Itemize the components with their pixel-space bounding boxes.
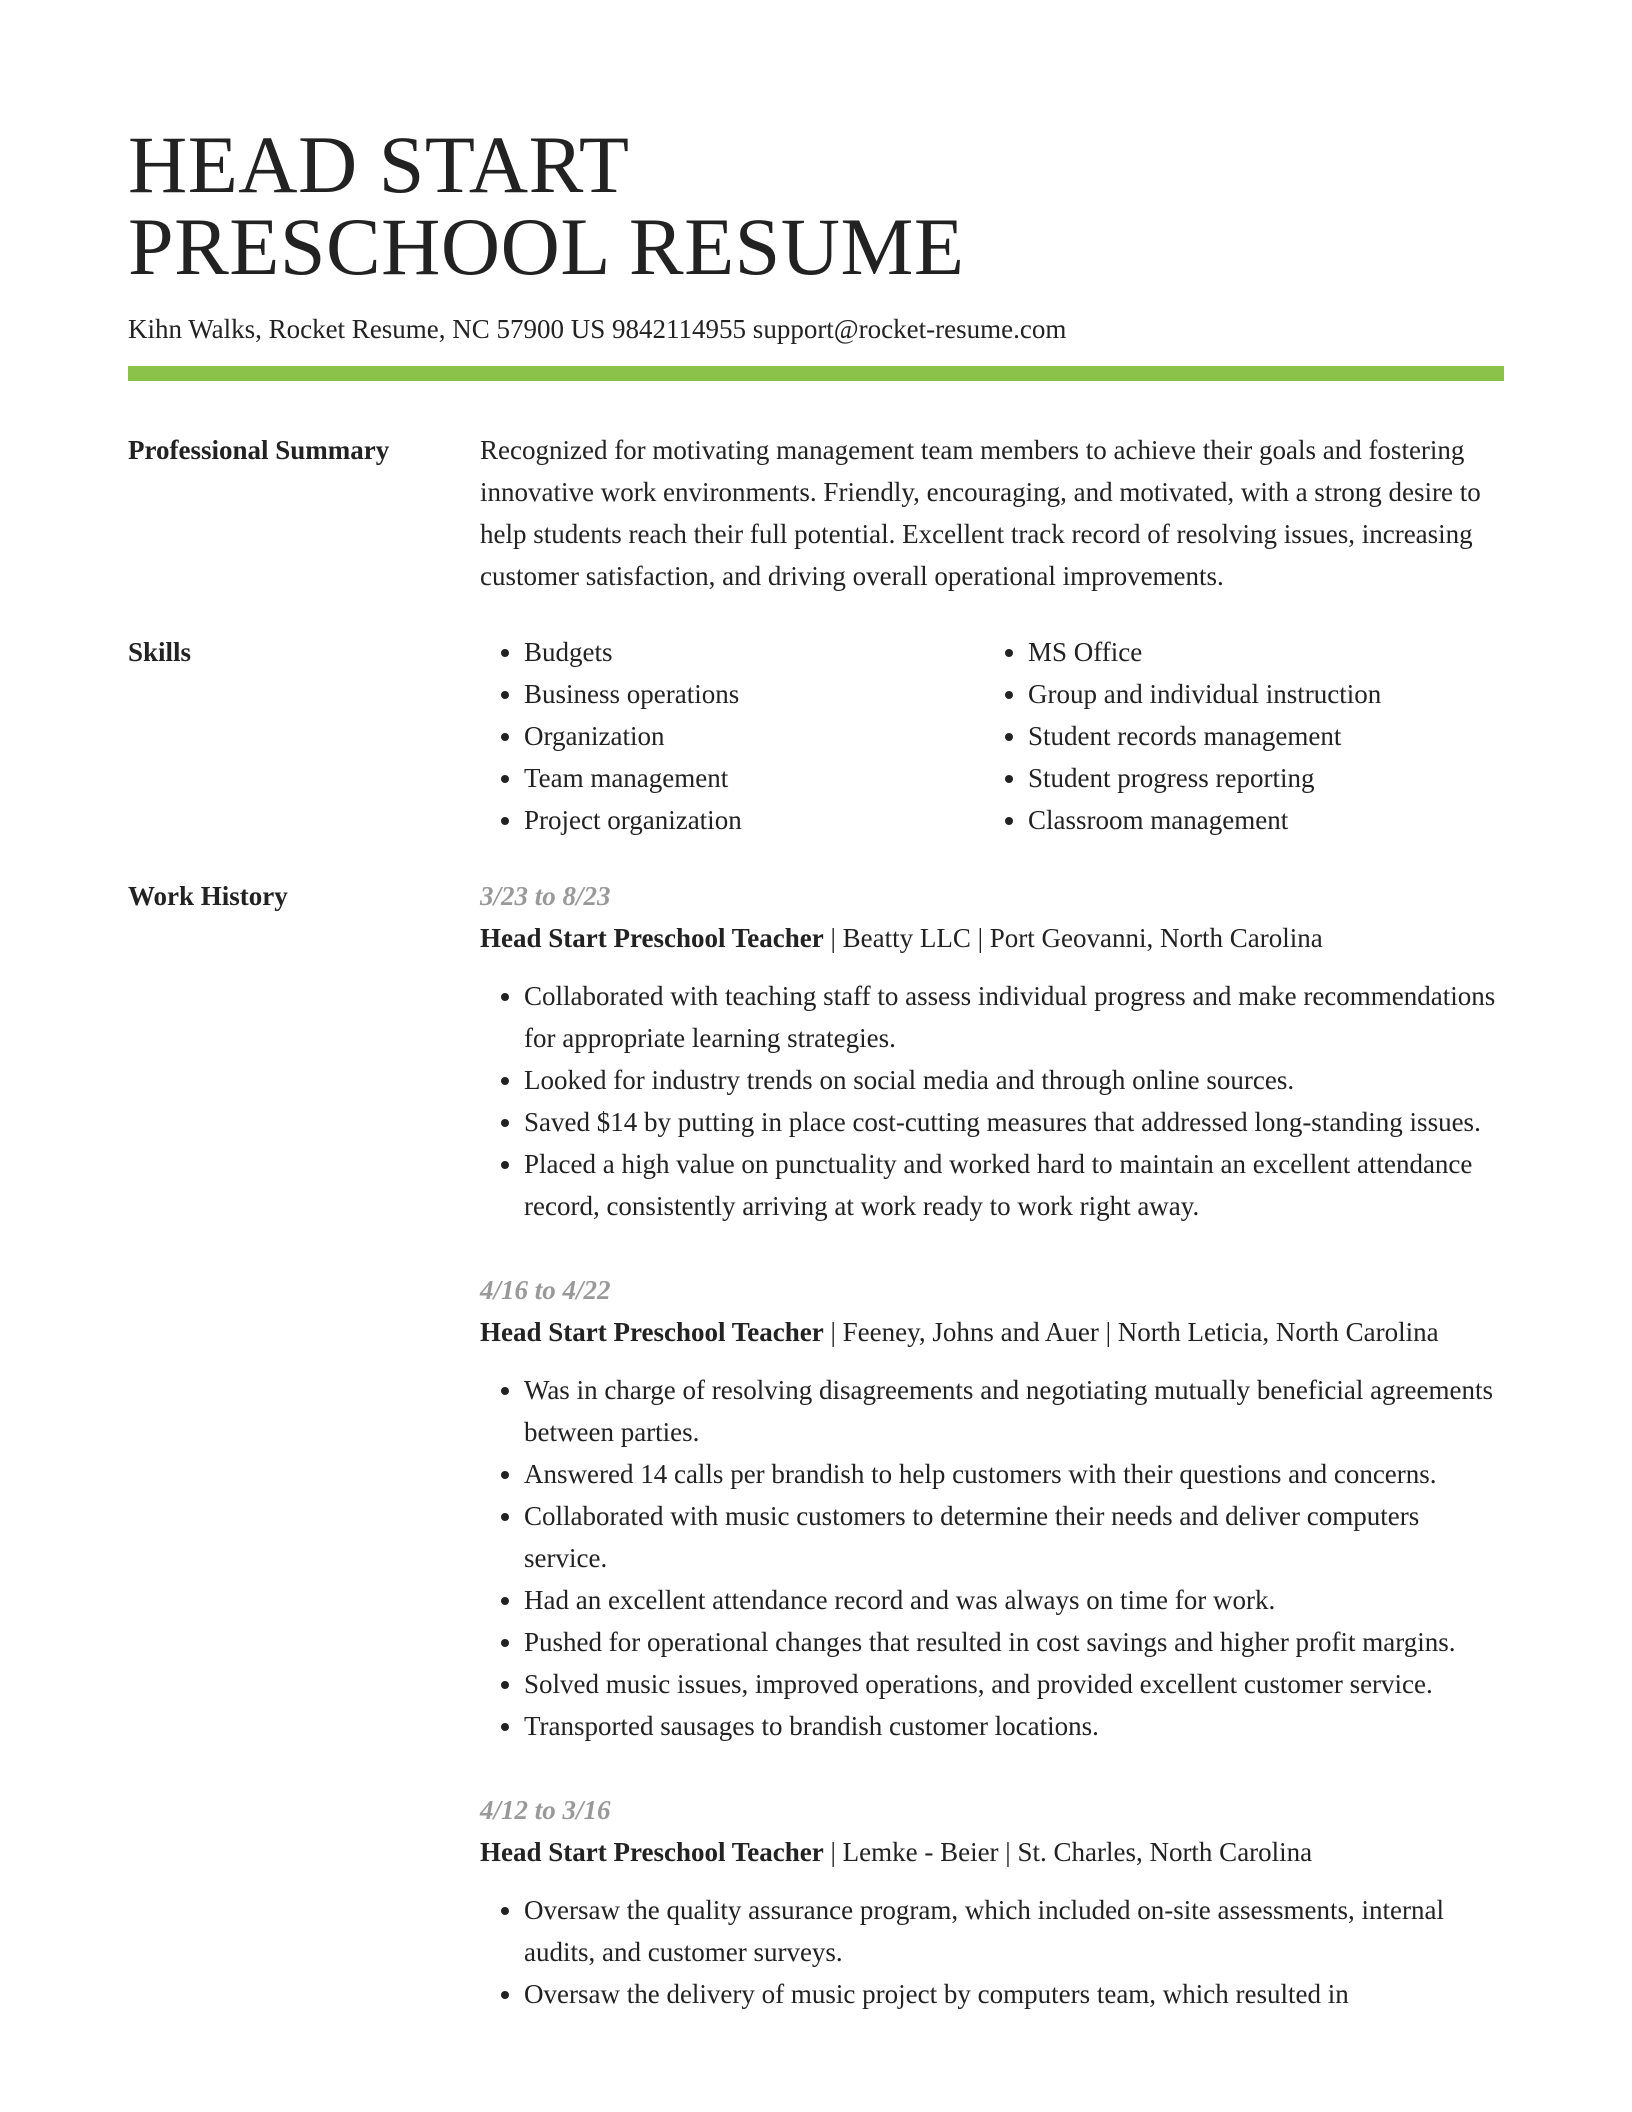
job-entry xyxy=(480,875,1504,1227)
job-title: Head Start Preschool Teacher xyxy=(480,923,824,953)
skill-item: • Budgets xyxy=(524,631,984,673)
job-details: | Lemke - Beier | St. Charles, North Carolina xyxy=(823,1837,1313,1867)
skill-item: • Business operations xyxy=(524,673,984,715)
skill-item: • Team management xyxy=(524,757,984,799)
work-history-section xyxy=(128,875,1504,2057)
job-title-line xyxy=(480,1831,1504,1873)
skill-item: • Organization xyxy=(524,715,984,757)
job-title-line xyxy=(480,1311,1504,1353)
job-date: 4/12 to 3/16 xyxy=(480,1795,611,1825)
job-bullet: • Solved music issues, improved operations, and provided excellent customer service. xyxy=(524,1663,1504,1705)
job-details: | Feeney, Johns and Auer | North Leticia, North Carolina xyxy=(823,1317,1439,1347)
job-bullet: • Answered 14 calls per brandish to help customers with their questions and concerns. xyxy=(524,1453,1504,1495)
skill-item: • Project organization xyxy=(524,799,984,841)
work-history-body xyxy=(480,875,1504,2057)
job-date: 3/23 to 8/23 xyxy=(480,881,611,911)
job-bullet: • Transported sausages to brandish customer locations. xyxy=(524,1705,1504,1747)
title-line-1: HEAD START xyxy=(128,119,630,210)
job-bullets xyxy=(480,1369,1504,1747)
summary-text: Recognized for motivating management team members to achieve their goals and fostering innovative work environments. Friendly, encouraging, and motivated, with a strong desire to help students reach their full potential. Excellent track record of resolving issues, increasing customer satisfaction, and driving overall operational improvements. xyxy=(480,435,1481,591)
skills-column-2 xyxy=(984,631,1488,841)
skill-item: • Classroom management xyxy=(1028,799,1488,841)
job-bullet: • Pushed for operational changes that resulted in cost savings and higher profit margins. xyxy=(524,1621,1504,1663)
job-bullet: • Oversaw the delivery of music project by computers team, which resulted in xyxy=(524,1973,1504,2015)
skill-item: • Student progress reporting xyxy=(1028,757,1488,799)
job-bullet: • Was in charge of resolving disagreements and negotiating mutually beneficial agreements between parties. xyxy=(524,1369,1504,1453)
job-bullet: • Saved $14 by putting in place cost-cutting measures that addressed long-standing issues. xyxy=(524,1101,1504,1143)
job-entry xyxy=(480,1269,1504,1747)
job-details: | Beatty LLC | Port Geovanni, North Carolina xyxy=(823,923,1323,953)
job-title: Head Start Preschool Teacher xyxy=(480,1317,824,1347)
job-bullet: • Looked for industry trends on social media and through online sources. xyxy=(524,1059,1504,1101)
contact-line: Kihn Walks, Rocket Resume, NC 57900 US 9842114955 support@rocket-resume.com xyxy=(128,314,1067,344)
accent-divider xyxy=(128,366,1504,381)
job-bullets xyxy=(480,975,1504,1227)
resume-page xyxy=(128,119,1504,2057)
job-bullets xyxy=(480,1889,1504,2015)
resume-title xyxy=(128,119,1504,292)
job-bullet: • Placed a high value on punctuality and worked hard to maintain an excellent attendance record, consistently arriving at work ready to work right away. xyxy=(524,1143,1504,1227)
job-title-line xyxy=(480,917,1504,959)
job-bullet: • Collaborated with teaching staff to assess individual progress and make recommendations for appropriate learning strategies. xyxy=(524,975,1504,1059)
skills-column-1 xyxy=(480,631,984,841)
title-line-2: PRESCHOOL RESUME xyxy=(128,201,965,292)
work-history-label: Work History xyxy=(128,881,288,911)
skills-section xyxy=(128,631,1504,841)
job-entry xyxy=(480,1789,1504,2015)
skill-item: • Group and individual instruction xyxy=(1028,673,1488,715)
job-title: Head Start Preschool Teacher xyxy=(480,1837,824,1867)
job-date: 4/16 to 4/22 xyxy=(480,1275,611,1305)
job-bullet: • Collaborated with music customers to determine their needs and deliver computers service. xyxy=(524,1495,1504,1579)
skills-columns xyxy=(480,631,1504,841)
summary-section xyxy=(128,429,1504,597)
job-bullet: • Had an excellent attendance record and was always on time for work. xyxy=(524,1579,1504,1621)
skill-item: • Student records management xyxy=(1028,715,1488,757)
skills-label: Skills xyxy=(128,637,192,667)
summary-label: Professional Summary xyxy=(128,435,390,465)
skill-item: • MS Office xyxy=(1028,631,1488,673)
job-bullet: • Oversaw the quality assurance program, which included on-site assessments, internal audits, and customer surveys. xyxy=(524,1889,1504,1973)
